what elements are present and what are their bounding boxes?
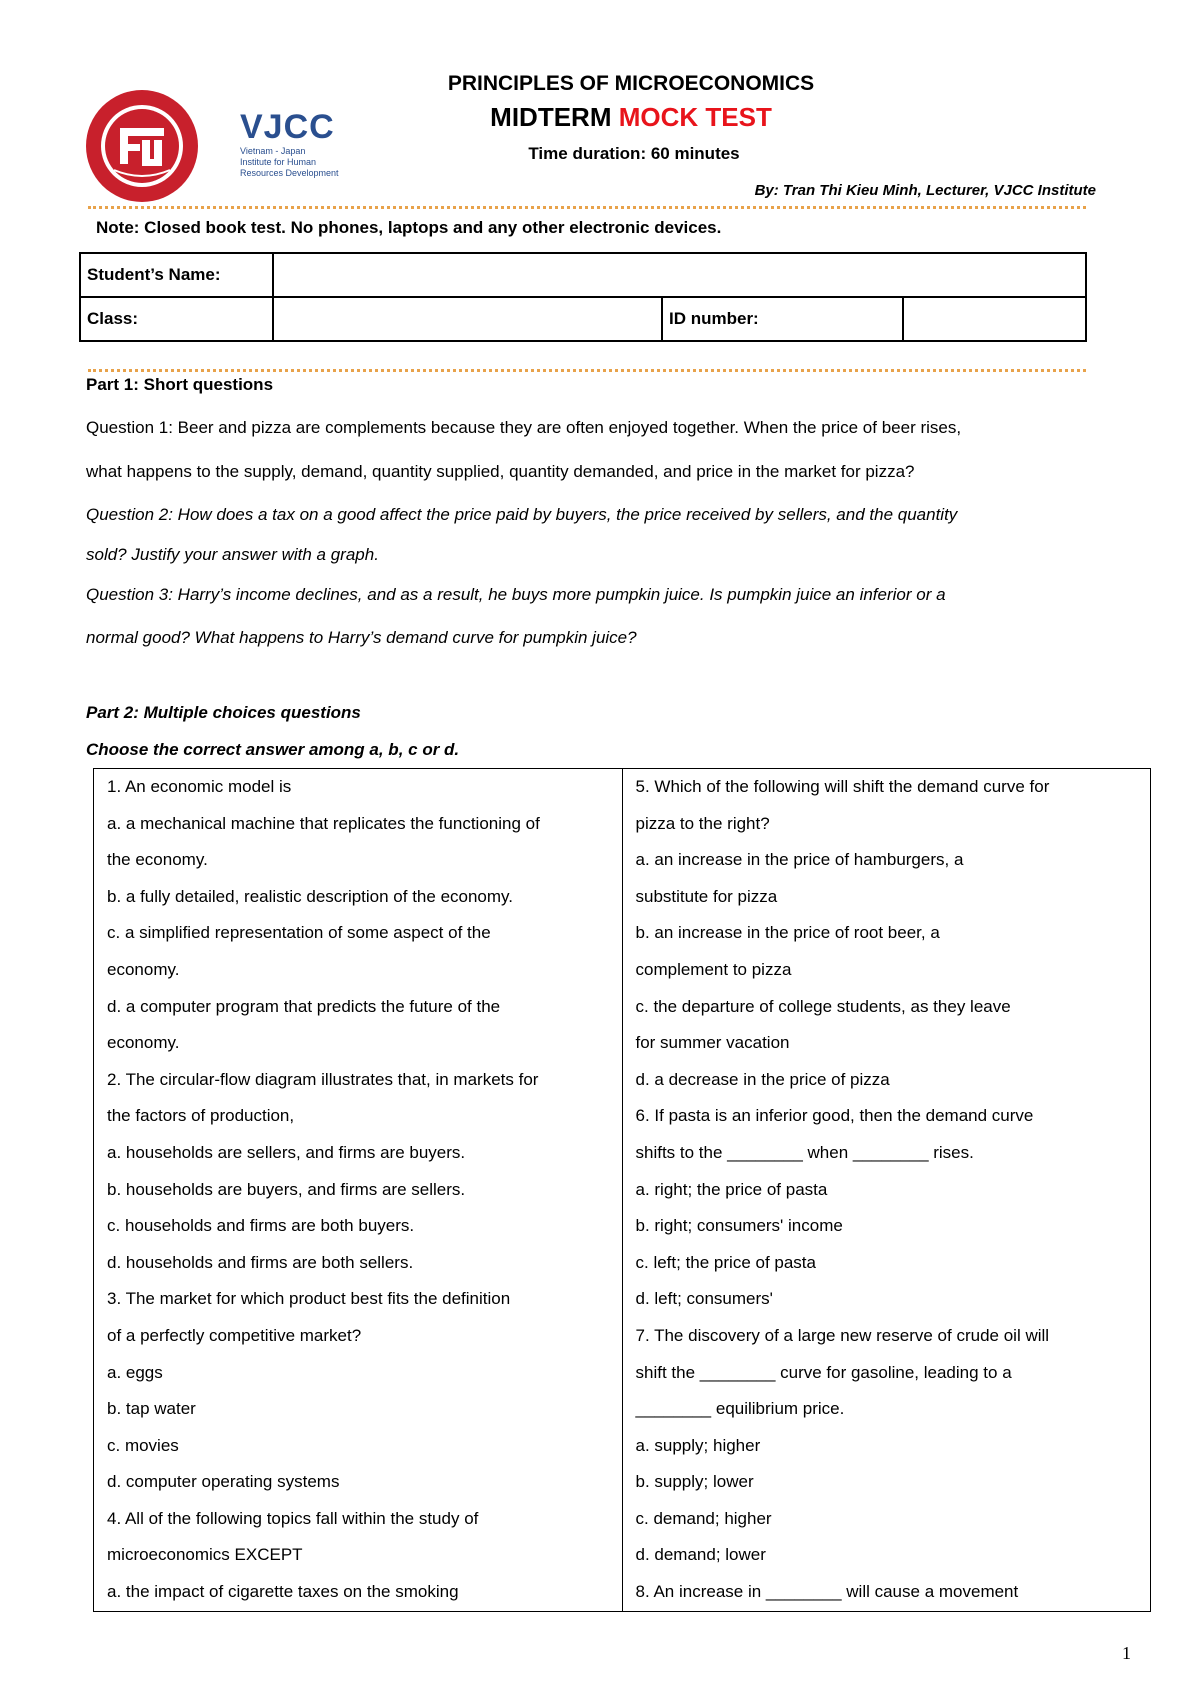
mcq-line: c. movies (107, 1435, 179, 1455)
mcq-line: economy. (107, 959, 180, 979)
class-label: Class: (80, 297, 273, 341)
mcq-line: b. supply; lower (635, 1472, 754, 1492)
mcq-line: c. a simplified representation of some aspect of the (107, 923, 491, 943)
mcq-line: 5. Which of the following will shift the demand curve for (635, 777, 1050, 796)
mcq-line: b. a fully detailed, realistic description of the economy. (107, 886, 514, 906)
mcq-line: a. an increase in the price of hamburgers, a (635, 850, 964, 870)
mcq-line: c. households and firms are both buyers. (107, 1216, 415, 1236)
mcq-right-column (622, 769, 1151, 1612)
question-2-line: Question 2: How does a tax on a good affect the price paid by buyers, the price received by sellers, and the quantity (86, 505, 958, 524)
mcq-line: c. left; the price of pasta (635, 1252, 816, 1272)
id-number-field[interactable] (903, 297, 1086, 341)
mcq-line: d. a computer program that predicts the future of the (107, 996, 501, 1016)
mcq-line: d. left; consumers' (635, 1289, 773, 1309)
mcq-line: c. the departure of college students, as they leave (635, 996, 1011, 1016)
part2-heading: Part 2: Multiple choices questions (86, 703, 361, 722)
multiple-choice-table (93, 768, 1151, 1612)
mcq-line: of a perfectly competitive market? (107, 1325, 362, 1345)
exam-note: Note: Closed book test. No phones, laptops and any other electronic devices. (96, 218, 722, 237)
student-info-table (79, 252, 1087, 342)
vjcc-logo-tagline: Vietnam - Japan (240, 146, 306, 156)
mcq-line: d. a decrease in the price of pizza (635, 1069, 890, 1089)
mcq-line: a. eggs (107, 1362, 163, 1382)
question-2-line: sold? Justify your answer with a graph. (86, 545, 379, 564)
mcq-line: a. households are sellers, and firms are buyers. (107, 1142, 466, 1162)
mcq-line: a. the impact of cigarette taxes on the smoking (107, 1582, 459, 1602)
mcq-line: d. computer operating systems (107, 1472, 340, 1492)
student-name-field[interactable] (273, 253, 1086, 297)
test-title-midterm: MIDTERM (490, 102, 619, 132)
mcq-line: microeconomics EXCEPT (107, 1545, 303, 1565)
mcq-line: d. demand; lower (635, 1545, 766, 1565)
mcq-line: shifts to the ________ when ________ rises. (635, 1142, 974, 1162)
vjcc-logo-name: VJCC (240, 108, 335, 146)
divider (88, 369, 1086, 372)
mcq-line: b. right; consumers' income (635, 1216, 843, 1236)
question-1-line: what happens to the supply, demand, quantity supplied, quantity demanded, and price in the market for pizza? (86, 462, 915, 481)
mcq-line: the factors of production, (107, 1106, 295, 1126)
course-title: PRINCIPLES OF MICROECONOMICS (447, 72, 815, 95)
class-field[interactable] (273, 297, 662, 341)
question-3-line: Question 3: Harry’s income declines, and as a result, he buys more pumpkin juice. Is pumpkin juice an inferior or a (86, 585, 946, 604)
mcq-line: 4. All of the following topics fall within the study of (107, 1508, 479, 1528)
mcq-line: b. tap water (107, 1399, 196, 1419)
mcq-line: a. a mechanical machine that replicates the functioning of (107, 813, 540, 833)
mcq-line: a. right; the price of pasta (635, 1179, 828, 1199)
vjcc-logo-tagline: Institute for Human (240, 157, 317, 167)
mcq-line: a. supply; higher (635, 1435, 761, 1455)
mcq-line: pizza to the right? (635, 813, 770, 833)
mcq-line: shift the ________ curve for gasoline, leading to a (635, 1362, 1012, 1382)
mcq-line: the economy. (107, 850, 208, 870)
mcq-line: 1. An economic model is (107, 777, 292, 796)
mcq-line: ________ equilibrium price. (635, 1399, 845, 1419)
mcq-line: economy. (107, 1033, 180, 1053)
part1-heading: Part 1: Short questions (86, 375, 274, 394)
question-1-line: Question 1: Beer and pizza are complements because they are often enjoyed together. When the price of beer rises, (86, 418, 962, 437)
id-number-label: ID number: (662, 297, 903, 341)
mcq-line: for summer vacation (635, 1033, 790, 1053)
mcq-line: substitute for pizza (635, 886, 778, 906)
mcq-line: 3. The market for which product best fits the definition (107, 1289, 511, 1309)
mcq-line: c. demand; higher (635, 1508, 772, 1528)
mcq-line: b. an increase in the price of root beer, a (635, 923, 940, 943)
student-name-label: Student’s Name: (80, 253, 273, 297)
test-title-mock-test: MOCK TEST (618, 102, 772, 132)
mcq-line: d. households and firms are both sellers. (107, 1252, 414, 1272)
divider (88, 206, 1086, 209)
mcq-line: 7. The discovery of a large new reserve of crude oil will (635, 1325, 1050, 1345)
page-number: 1 (1122, 1643, 1131, 1663)
question-3-line: normal good? What happens to Harry’s demand curve for pumpkin juice? (86, 628, 637, 647)
part2-instruction: Choose the correct answer among a, b, c or d. (86, 740, 460, 759)
mcq-line: 6. If pasta is an inferior good, then the demand curve (635, 1106, 1034, 1126)
author-byline: By: Tran Thi Kieu Minh, Lecturer, VJCC Institute (754, 182, 1096, 199)
time-duration: Time duration: 60 minutes (528, 144, 740, 163)
test-title (0, 102, 1200, 133)
mcq-line: complement to pizza (635, 959, 792, 979)
mcq-line: 8. An increase in ________ will cause a movement (635, 1582, 1019, 1602)
mcq-line: b. households are buyers, and firms are sellers. (107, 1179, 466, 1199)
mcq-left-column (94, 769, 623, 1612)
mcq-line: 2. The circular-flow diagram illustrates that, in markets for (107, 1069, 539, 1089)
vjcc-logo-tagline: Resources Development (240, 168, 339, 178)
